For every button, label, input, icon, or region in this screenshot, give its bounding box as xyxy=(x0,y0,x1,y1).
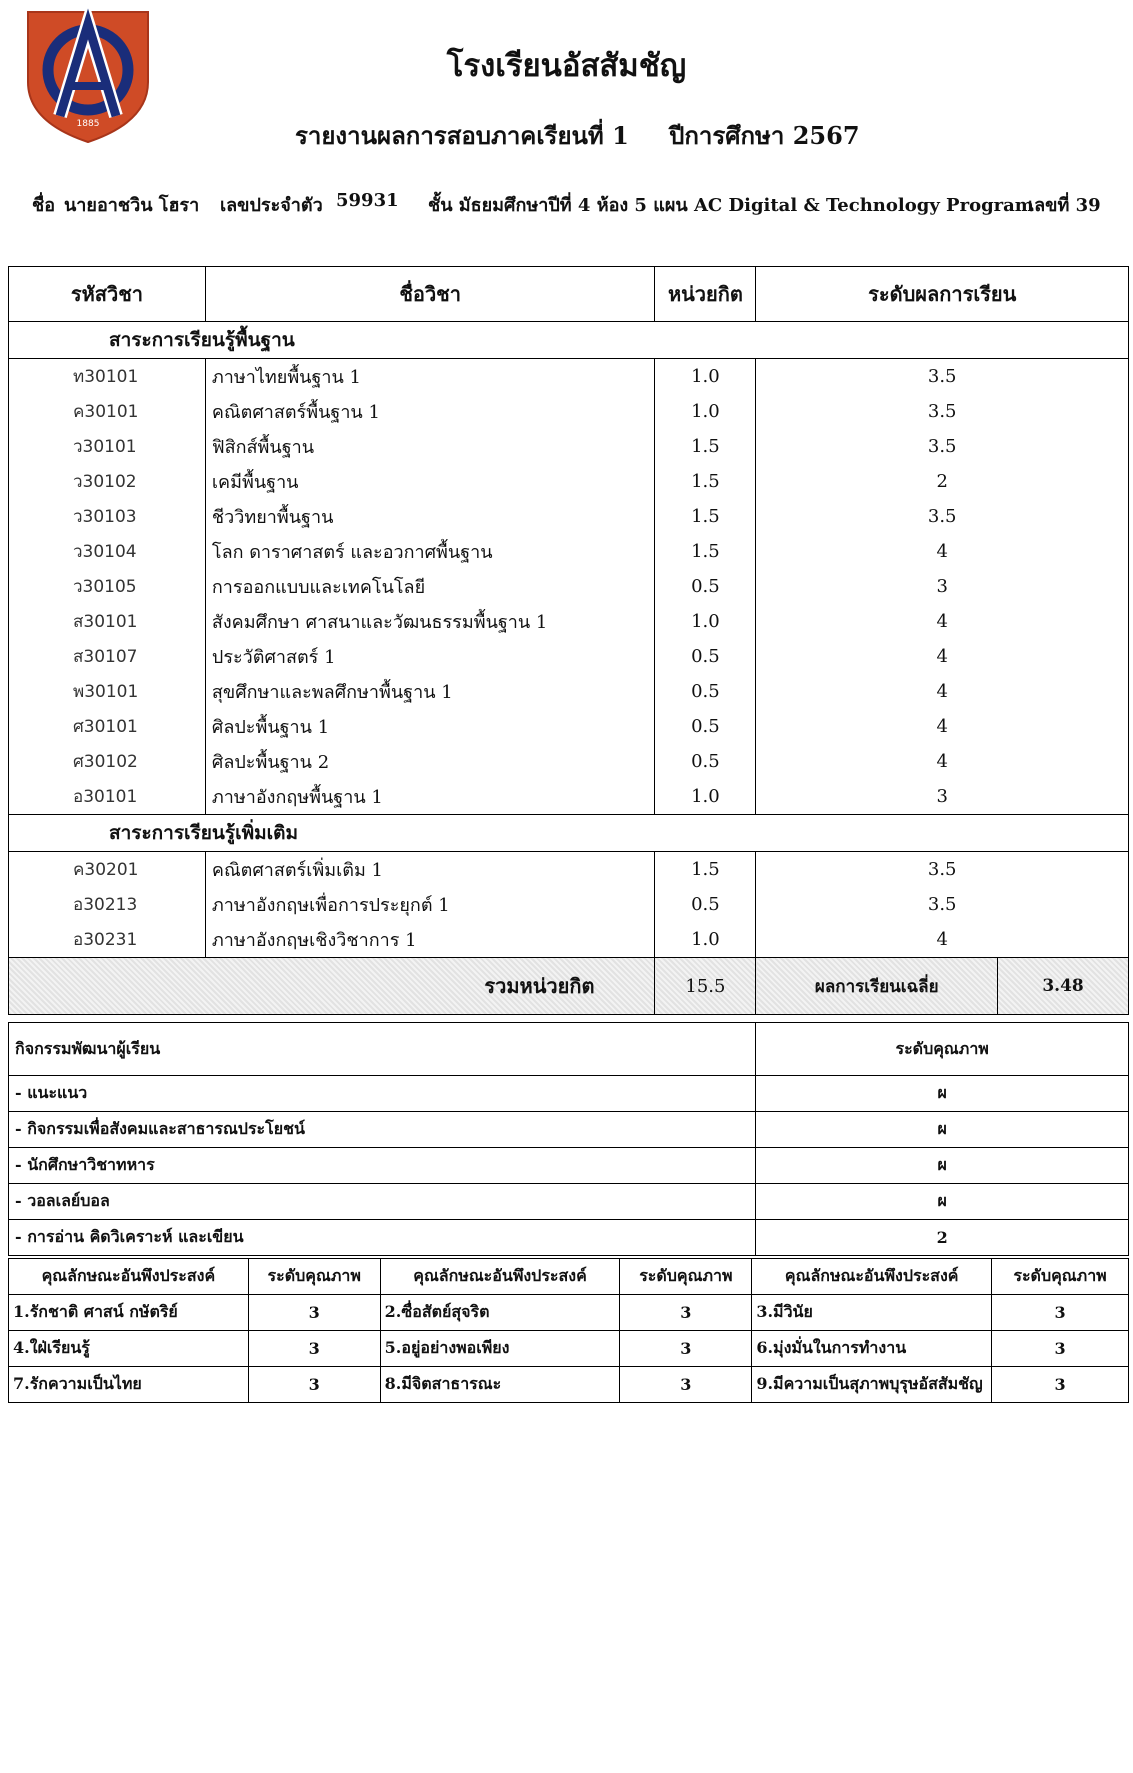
subject-name: สังคมศึกษา ศาสนาและวัฒนธรรมพื้นฐาน 1 xyxy=(205,604,655,639)
school-name: โรงเรียนอัสสัมชัญ xyxy=(446,48,687,84)
trait-header: คุณลักษณะอันพึงประสงค์ xyxy=(752,1259,992,1295)
activity-row xyxy=(9,1220,1129,1256)
subject-row xyxy=(9,569,1129,604)
level-header: ระดับคุณภาพ xyxy=(992,1259,1129,1295)
activity-row xyxy=(9,1148,1129,1184)
subject-grade: 3.5 xyxy=(756,394,1129,429)
subject-code: อ30213 xyxy=(9,887,206,922)
activity-name: - แนะแนว xyxy=(9,1076,756,1112)
trait-level: 3 xyxy=(992,1331,1129,1367)
subject-row xyxy=(9,852,1129,888)
subject-row xyxy=(9,359,1129,395)
group-title: สาระการเรียนรู้พื้นฐาน xyxy=(9,322,1129,359)
grades-header-row xyxy=(9,267,1129,322)
group-row xyxy=(9,815,1129,852)
trait-level: 3 xyxy=(620,1295,752,1331)
subject-row xyxy=(9,744,1129,779)
characteristics-row xyxy=(9,1295,1129,1331)
subject-row xyxy=(9,779,1129,815)
subject-code: พ30101 xyxy=(9,674,206,709)
subject-grade: 3 xyxy=(756,779,1129,815)
subject-credits: 0.5 xyxy=(655,569,756,604)
gpa-value: 3.48 xyxy=(998,958,1129,1015)
header-name: ชื่อวิชา xyxy=(205,267,655,322)
subject-name: ศิลปะพื้นฐาน 2 xyxy=(205,744,655,779)
subject-row xyxy=(9,464,1129,499)
subject-grade: 4 xyxy=(756,534,1129,569)
activity-row xyxy=(9,1184,1129,1220)
subject-name: ภาษาไทยพื้นฐาน 1 xyxy=(205,359,655,395)
subject-row xyxy=(9,604,1129,639)
subject-grade: 3.5 xyxy=(756,429,1129,464)
subject-row xyxy=(9,429,1129,464)
subject-row xyxy=(9,534,1129,569)
subject-row xyxy=(9,674,1129,709)
trait-name: 9.มีความเป็นสุภาพบุรุษอัสสัมชัญ xyxy=(752,1367,992,1403)
subject-code: ค30201 xyxy=(9,852,206,888)
student-number: เลขที่ 39 xyxy=(1028,195,1101,216)
subject-name: คณิตศาสตร์เพิ่มเติม 1 xyxy=(205,852,655,888)
subject-row xyxy=(9,639,1129,674)
total-credits-label: รวมหน่วยกิต xyxy=(9,958,655,1015)
characteristics-table xyxy=(8,1258,1129,1403)
subject-code: ศ30102 xyxy=(9,744,206,779)
subject-code: ส30101 xyxy=(9,604,206,639)
activity-row xyxy=(9,1076,1129,1112)
subject-grade: 3.5 xyxy=(756,852,1129,888)
trait-name: 3.มีวินัย xyxy=(752,1295,992,1331)
trait-header: คุณลักษณะอันพึงประสงค์ xyxy=(9,1259,249,1295)
subject-code: ว30104 xyxy=(9,534,206,569)
trait-name: 2.ซื่อสัตย์สุจริต xyxy=(380,1295,620,1331)
subject-row xyxy=(9,887,1129,922)
subject-name: คณิตศาสตร์พื้นฐาน 1 xyxy=(205,394,655,429)
subject-credits: 0.5 xyxy=(655,887,756,922)
subject-grade: 4 xyxy=(756,922,1129,958)
trait-level: 3 xyxy=(620,1331,752,1367)
subject-grade: 3.5 xyxy=(756,887,1129,922)
student-name: นายอาชวิน โฮรา xyxy=(64,195,200,216)
subject-credits: 1.5 xyxy=(655,852,756,888)
report-year-label: ปีการศึกษา xyxy=(669,121,785,150)
activity-quality: ผ xyxy=(756,1076,1129,1112)
header-grade: ระดับผลการเรียน xyxy=(756,267,1129,322)
subject-grade: 4 xyxy=(756,604,1129,639)
student-id: 59931 xyxy=(336,190,399,211)
trait-name: 6.มุ่งมั่นในการทำงาน xyxy=(752,1331,992,1367)
subject-grade: 3 xyxy=(756,569,1129,604)
subject-grade: 4 xyxy=(756,639,1129,674)
activities-header-row xyxy=(9,1023,1129,1076)
activity-quality: 2 xyxy=(756,1220,1129,1256)
trait-level: 3 xyxy=(992,1295,1129,1331)
activity-name: - นักศึกษาวิชาทหาร xyxy=(9,1148,756,1184)
subject-grade: 2 xyxy=(756,464,1129,499)
trait-name: 5.อยู่อย่างพอเพียง xyxy=(380,1331,620,1367)
subject-name: ภาษาอังกฤษพื้นฐาน 1 xyxy=(205,779,655,815)
subject-name: ชีววิทยาพื้นฐาน xyxy=(205,499,655,534)
subject-credits: 1.0 xyxy=(655,359,756,395)
subject-name: เคมีพื้นฐาน xyxy=(205,464,655,499)
characteristics-row xyxy=(9,1331,1129,1367)
activity-row xyxy=(9,1112,1129,1148)
level-header: ระดับคุณภาพ xyxy=(620,1259,752,1295)
activity-name: - กิจกรรมเพื่อสังคมและสาธารณประโยชน์ xyxy=(9,1112,756,1148)
activity-quality: ผ xyxy=(756,1184,1129,1220)
activity-name: - การอ่าน คิดวิเคราะห์ และเขียน xyxy=(9,1220,756,1256)
subject-grade: 4 xyxy=(756,709,1129,744)
level-header: ระดับคุณภาพ xyxy=(248,1259,380,1295)
subject-code: ท30101 xyxy=(9,359,206,395)
header-code: รหัสวิชา xyxy=(9,267,206,322)
trait-level: 3 xyxy=(248,1295,380,1331)
grades-body xyxy=(9,322,1129,958)
trait-level: 3 xyxy=(992,1367,1129,1403)
subject-credits: 0.5 xyxy=(655,674,756,709)
subject-name: ภาษาอังกฤษเพื่อการประยุกต์ 1 xyxy=(205,887,655,922)
trait-level: 3 xyxy=(248,1367,380,1403)
student-id-label: เลขประจำตัว xyxy=(220,195,323,216)
trait-name: 8.มีจิตสาธารณะ xyxy=(380,1367,620,1403)
subject-code: ว30105 xyxy=(9,569,206,604)
subject-code: ค30101 xyxy=(9,394,206,429)
subject-credits: 0.5 xyxy=(655,709,756,744)
subject-grade: 4 xyxy=(756,674,1129,709)
subject-credits: 1.5 xyxy=(655,534,756,569)
group-row xyxy=(9,322,1129,359)
student-name-label: ชื่อ xyxy=(32,195,56,216)
student-class: ชั้น มัธยมศึกษาปีที่ 4 ห้อง 5 แผน AC Digital & Technology Program xyxy=(428,195,1034,216)
subject-name: ศิลปะพื้นฐาน 1 xyxy=(205,709,655,744)
trait-header: คุณลักษณะอันพึงประสงค์ xyxy=(380,1259,620,1295)
subject-credits: 0.5 xyxy=(655,639,756,674)
subject-row xyxy=(9,394,1129,429)
characteristics-header-row xyxy=(9,1259,1129,1295)
subject-code: ศ30101 xyxy=(9,709,206,744)
subject-row xyxy=(9,499,1129,534)
subject-credits: 1.0 xyxy=(655,604,756,639)
subject-grade: 3.5 xyxy=(756,359,1129,395)
subject-name: ประวัติศาสตร์ 1 xyxy=(205,639,655,674)
subject-name: ภาษาอังกฤษเชิงวิชาการ 1 xyxy=(205,922,655,958)
gpa-label: ผลการเรียนเฉลี่ย xyxy=(756,958,998,1015)
subject-code: ว30103 xyxy=(9,499,206,534)
report-term: รายงานผลการสอบภาคเรียนที่ 1 xyxy=(295,121,629,150)
subject-name: โลก ดาราศาสตร์ และอวกาศพื้นฐาน xyxy=(205,534,655,569)
activity-quality: ผ xyxy=(756,1112,1129,1148)
subject-code: ว30101 xyxy=(9,429,206,464)
trait-level: 3 xyxy=(620,1367,752,1403)
subject-code: อ30101 xyxy=(9,779,206,815)
activity-name: - วอลเลย์บอล xyxy=(9,1184,756,1220)
subject-row xyxy=(9,709,1129,744)
subject-code: อ30231 xyxy=(9,922,206,958)
activities-table xyxy=(8,1022,1129,1256)
subject-credits: 1.0 xyxy=(655,394,756,429)
activities-quality-header: ระดับคุณภาพ xyxy=(756,1023,1129,1076)
subject-credits: 1.0 xyxy=(655,779,756,815)
total-row xyxy=(9,958,1129,1015)
subject-name: การออกแบบและเทคโนโลยี xyxy=(205,569,655,604)
report-title xyxy=(295,116,860,155)
subject-credits: 1.5 xyxy=(655,429,756,464)
activities-header: กิจกรรมพัฒนาผู้เรียน xyxy=(9,1023,756,1076)
trait-name: 7.รักความเป็นไทย xyxy=(9,1367,249,1403)
characteristics-row xyxy=(9,1367,1129,1403)
header-credits: หน่วยกิต xyxy=(655,267,756,322)
trait-name: 1.รักชาติ ศาสน์ กษัตริย์ xyxy=(9,1295,249,1331)
group-title: สาระการเรียนรู้เพิ่มเติม xyxy=(9,815,1129,852)
report-year: 2567 xyxy=(792,121,860,150)
grades-table xyxy=(8,266,1129,1015)
student-info xyxy=(0,190,1133,220)
subject-grade: 3.5 xyxy=(756,499,1129,534)
subject-credits: 0.5 xyxy=(655,744,756,779)
subject-name: สุขศึกษาและพลศึกษาพื้นฐาน 1 xyxy=(205,674,655,709)
subject-row xyxy=(9,922,1129,958)
svg-text:1885: 1885 xyxy=(76,119,100,129)
total-credits-value: 15.5 xyxy=(655,958,756,1015)
trait-level: 3 xyxy=(248,1331,380,1367)
subject-credits: 1.0 xyxy=(655,922,756,958)
subject-name: ฟิสิกส์พื้นฐาน xyxy=(205,429,655,464)
trait-name: 4.ใฝ่เรียนรู้ xyxy=(9,1331,249,1367)
activity-quality: ผ xyxy=(756,1148,1129,1184)
subject-credits: 1.5 xyxy=(655,499,756,534)
subject-credits: 1.5 xyxy=(655,464,756,499)
subject-code: ส30107 xyxy=(9,639,206,674)
subject-grade: 4 xyxy=(756,744,1129,779)
subject-code: ว30102 xyxy=(9,464,206,499)
